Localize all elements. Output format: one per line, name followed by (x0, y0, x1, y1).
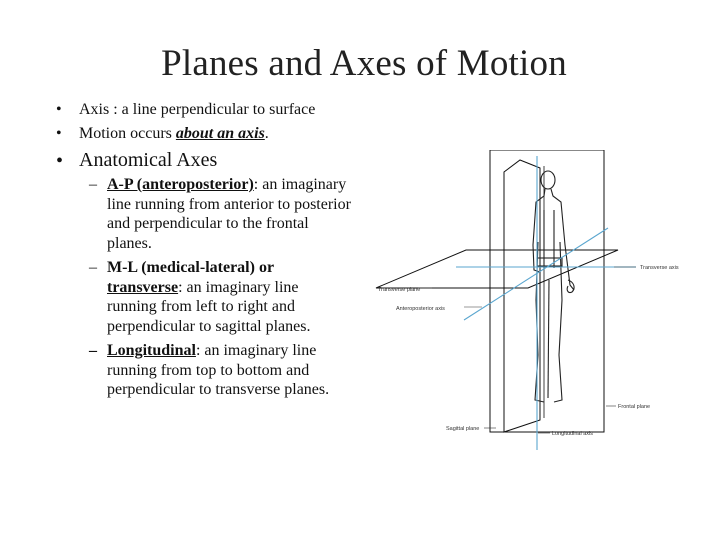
frontal-plane (490, 150, 604, 432)
label-frontal-plane: Frontal plane (618, 404, 651, 410)
label-transverse-axis: Transverse axis (640, 265, 679, 271)
label-anteroposterior-axis: Anteroposterior axis (396, 306, 445, 312)
planes-axes-svg (372, 150, 702, 450)
sub-term-secondary: transverse (107, 278, 179, 296)
bullet-motion-about-axis (52, 124, 352, 143)
bullet-anatomical-axes (52, 148, 352, 172)
sub-item-anteroposterior (52, 175, 352, 253)
sub-description: : an imaginary line running from anterior to posterior and perpendicular to the frontal planes. (107, 176, 351, 252)
slide-title: Planes and Axes of Motion (161, 43, 567, 84)
bullet-text: Axis : a line perpendicular to surface (79, 101, 316, 118)
sub-item-medial-lateral (52, 258, 352, 336)
bullet-text: Anatomical Axes (79, 149, 218, 171)
sub-dash: – (89, 342, 97, 359)
human-figure (533, 171, 574, 402)
sub-dash: – (89, 176, 97, 193)
bullet-emphasis: about an axis (175, 125, 265, 142)
bullet-dot: • (56, 125, 62, 142)
sub-item-longitudinal (52, 341, 352, 400)
bullet-dot: • (56, 101, 62, 118)
sub-term: Longitudinal (107, 342, 196, 359)
bullet-axis-definition (52, 100, 352, 119)
sub-description: : an imaginary line running from left to right and perpendicular to sagittal planes. (107, 278, 311, 335)
label-transverse-plane: Transverse plane (378, 287, 421, 293)
bullet-list (52, 100, 352, 405)
bullet-text-post: . (264, 125, 269, 142)
sub-dash: – (89, 259, 97, 276)
transverse-plane (376, 250, 618, 288)
sub-description: : an imaginary line running from top to bottom and perpendicular to transverse planes. (107, 342, 330, 398)
bullet-text-pre: Motion occurs (79, 125, 176, 142)
label-longitudinal-axis: Longitudinal axis (552, 431, 593, 437)
sub-term: M-L (medical-lateral) or (107, 259, 275, 276)
sagittal-plane (504, 160, 540, 432)
label-sagittal-plane: Sagittal plane (446, 426, 480, 432)
bullet-dot: • (56, 150, 64, 172)
sub-term: A-P (anteroposterior) (107, 176, 254, 193)
planes-axes-diagram (372, 150, 702, 450)
